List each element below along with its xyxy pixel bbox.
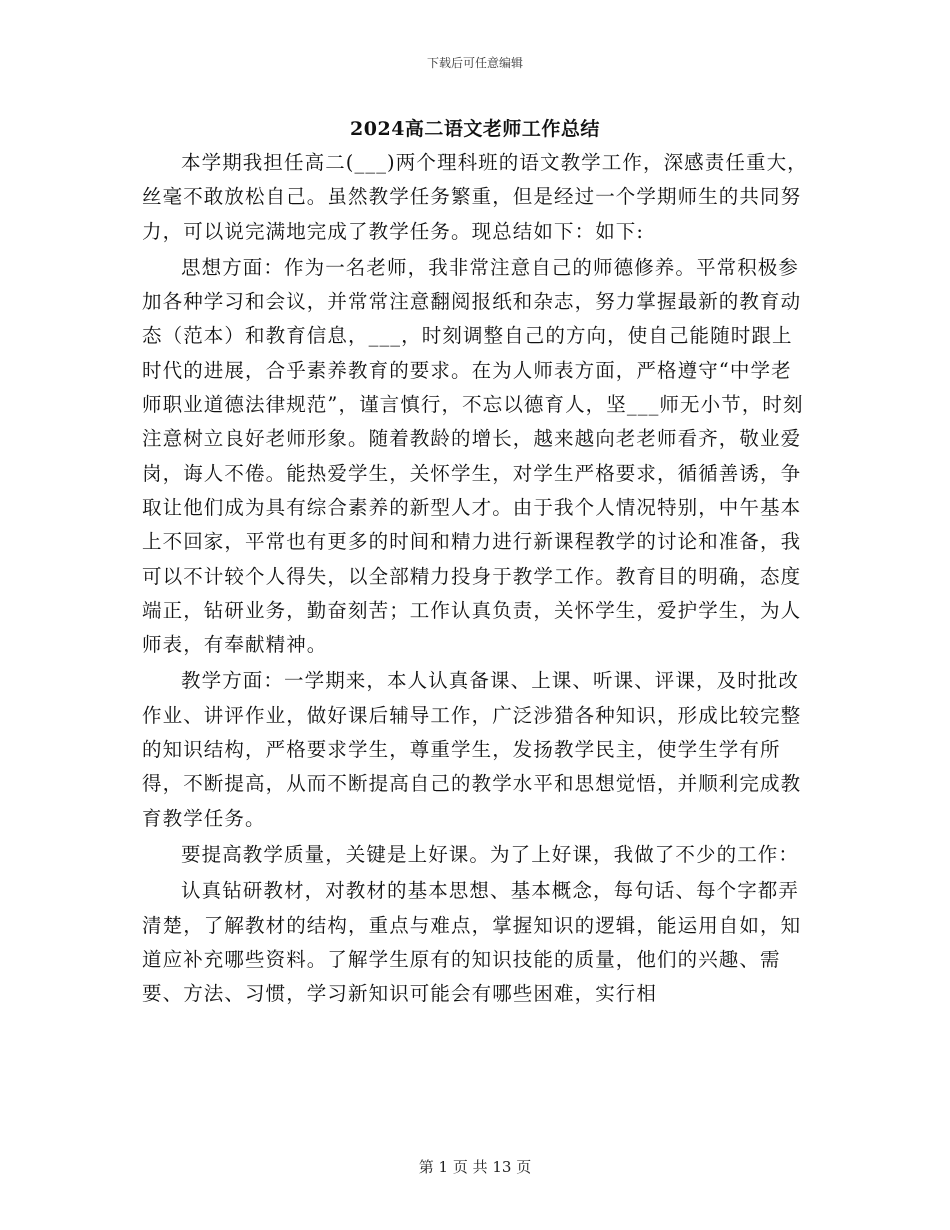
page-footer-page-number: 第 1 页 共 13 页	[418, 1158, 532, 1176]
document-title: 2024高二语文老师工作总结	[350, 118, 600, 140]
paragraph-materials: 认真钻研教材，对教材的基本思想、基本概念，每句话、每个字都弄清楚，了解教材的结构，重点与难点，掌握知识的逻辑，能运用自如，知道应补充哪些资料。了解学生原有的知识技能的质量，他们的兴趣、需要、方法、习惯，学习新知识可能会有哪些困难，实行相	[142, 879, 802, 1006]
page-header-note: 下载后可任意编辑	[426, 56, 523, 70]
paragraph-intro: 本学期我担任高二(___)两个理科班的语文教学工作，深感责任重大，丝毫不敢放松自己。虽然教学任务繁重，但是经过一个学期师生的共同努力，可以说完满地完成了教学任务。现总结如下：如下:	[142, 151, 808, 243]
paragraph-quality: 要提高教学质量，关键是上好课。为了上好课，我做了不少的工作：	[181, 842, 800, 866]
paragraph-ideology: 思想方面：作为一名老师，我非常注意自己的师德修养。平常积极参加各种学习和会议，并常常注意翻阅报纸和杂志，努力掌握最新的教育动态（范本）和教育信息，___，时刻调整自己的方向，使自己能随时跟上时代的进展，合乎素养教育的要求。在为人师表方面，严格遵守“中学老师职业道德法律规范”，谨言慎行，不忘以德育人，坚___师无小节，时刻注意树立良好老师形象。随着教龄的增长，越来越向老老师看齐，敬业爱岗，诲人不倦。能热爱学生，关怀学生，对学生严格要求，循循善诱，争取让他们成为具有综合素养的新型人才。由于我个人情况特别，中午基本上不回家，平常也有更多的时间和精力进行新课程教学的讨论和准备，我可以不计较个人得失，以全部精力投身于教学工作。教育目的明确，态度端正，钻研业务，勤奋刻苦；工作认真负责，关怀学生，爱护学生，为人师表，有奉献精神。	[142, 255, 804, 657]
paragraph-teaching: 教学方面：一学期来，本人认真备课、上课、听课、评课，及时批改作业、讲评作业，做好课后辅导工作，广泛涉猎各种知识，形成比较完整的知识结构，严格要求学生，尊重学生，发扬教学民主，使学生学有所得，不断提高，从而不断提高自己的教学水平和思想觉悟，并顺利完成教育教学任务。	[142, 669, 802, 830]
document-body	[142, 146, 812, 1013]
